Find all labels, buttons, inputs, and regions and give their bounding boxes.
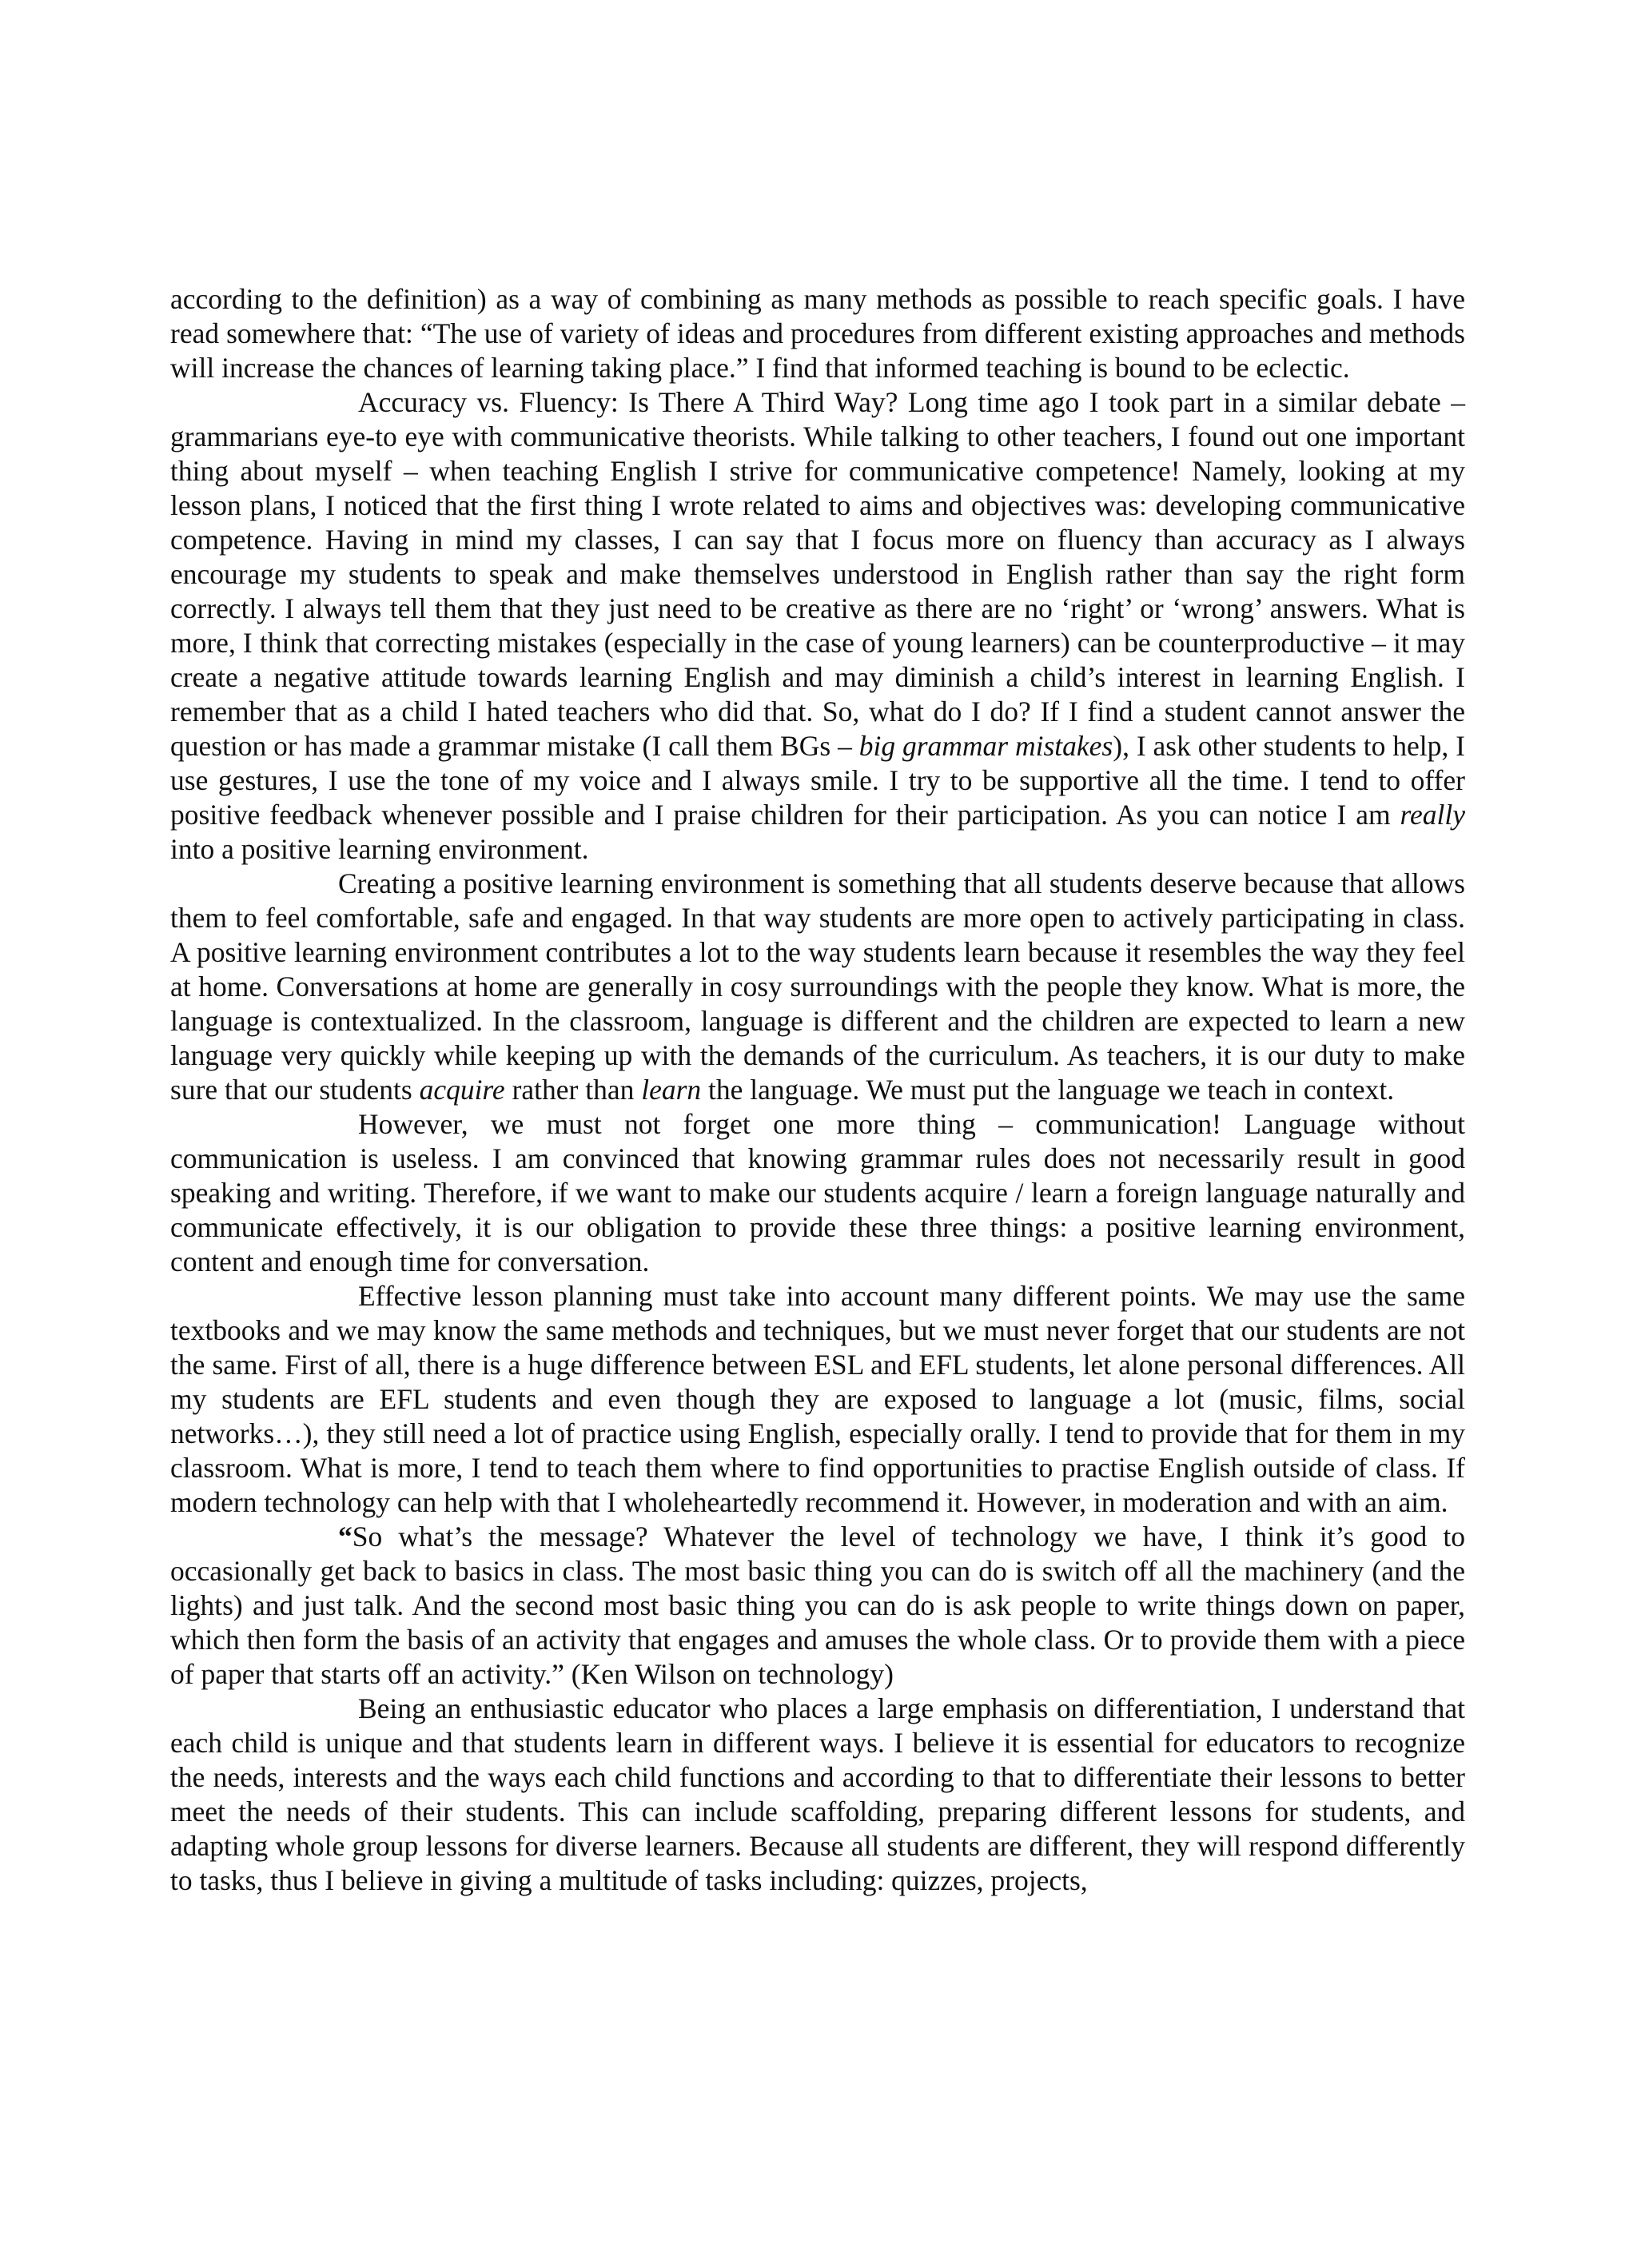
paragraph-communication: [170, 1107, 1465, 1279]
text-segment: Effective lesson planning must take into account many different points. We may use the same textbooks and we may know the same methods and techniques, but we must never forget that our students are not the same. First of all, there is a huge difference between ESL and EFL students, let alone personal differences. All my students are EFL students and even though they are exposed to language a lot (music, films, social networks…), they still need a lot of practice using English, especially orally. I tend to provide that for them in my classroom. What is more, I tend to teach them where to find opportunities to practise English outside of class. If modern technology can help with that I wholeheartedly recommend it. However, in moderation and with an aim.: [170, 1280, 1465, 1518]
italic-segment: big grammar mistakes: [858, 730, 1113, 762]
paragraph-positive-environment: [170, 867, 1465, 1107]
italic-segment: learn: [641, 1074, 702, 1106]
text-segment: according to the definition) as a way of combining as many methods as possible to reach specific goals. I have read somewhere that: “The use of variety of ideas and procedures from different existing approaches and methods will increase the chances of learning taking place.” I find that informed teaching is bound to be eclectic.: [170, 283, 1465, 384]
text-segment: However, we must not forget one more thing – communication! Language without communication is useless. I am convinced that knowing grammar rules does not necessarily result in good speaking and writing. Therefore, if we want to make our students acquire / learn a foreign language naturally and communicate effectively, it is our obligation to provide these three things: a positive learning environment, content and enough time for conversation.: [170, 1108, 1465, 1277]
text-segment: ), I ask other students to help, I use gestures, I use the tone of my voice and I always smile. I try to be supportive all the time. I tend to offer positive feedback whenever possible and I praise children for their participation. As you can notice I am: [170, 730, 1465, 831]
text-segment: Accuracy vs. Fluency: Is There A Third Way? Long time ago I took part in a similar debate – grammarians eye-to eye with communicative theorists. While talking to other teachers, I found out one important thing about myself – when teaching English I strive for communicative competence! Namely, looking at my lesson plans, I noticed that the first thing I wrote related to aims and objectives was: developing communicative competence. Having in mind my classes, I can say that I focus more on fluency than accuracy as I always encourage my students to speak and make themselves understood in English rather than say the right form correctly. I always tell them that they just need to be creative as there are no ‘right’ or ‘wrong’ answers. What is more, I think that correcting mistakes (especially in the case of young learners) can be counterproductive – it may create a negative attitude towards learning English and may diminish a child’s interest in learning English. I remember that as a child I hated teachers who did that. So, what do I do? If I find a student cannot answer the question or has made a grammar mistake (I call them BGs –: [170, 386, 1465, 762]
text-segment: Being an enthusiastic educator who places a large emphasis on differentiation, I understand that each child is unique and that students learn in different ways. I believe it is essential for educators to recognize the needs, interests and the ways each child functions and according to that to differentiate their lessons to better meet the needs of their students. This can include scaffolding, preparing different lessons for students, and adapting whole group lessons for diverse learners. Because all students are different, they will respond differently to tasks, thus I believe in giving a multitude of tasks including: quizzes, projects,: [170, 1692, 1465, 1896]
paragraph-differentiation: [170, 1692, 1465, 1898]
text-segment: Creating a positive learning environment is something that all students deserve because that allows them to feel comfortable, safe and engaged. In that way students are more open to actively participating in class. A positive learning environment contributes a lot to the way students learn because it resembles the way they feel at home. Conversations at home are generally in cosy surroundings with the people they know. What is more, the language is contextualized. In the classroom, language is different and the children are expected to learn a new language very quickly while keeping up with the demands of the curriculum. As teachers, it is our duty to make sure that our students: [170, 867, 1465, 1106]
italic-segment: really: [1400, 799, 1465, 831]
text-segment: the language. We must put the language we teach in context.: [701, 1074, 1395, 1106]
text-segment: So what’s the message? Whatever the level of technology we have, I think it’s good to occasionally get back to basics in class. The most basic thing you can do is switch off all the machinery (and the lights) and just talk. And the second most basic thing you can do is ask people to write things down on paper, which then form the basis of an activity that engages and amuses the whole class. Or to provide them with a piece of paper that starts off an activity.” (Ken Wilson on technology): [170, 1521, 1465, 1690]
bold-quote-mark: “: [338, 1521, 352, 1553]
text-segment: rather than: [504, 1074, 642, 1106]
paragraph-accuracy-fluency: [170, 385, 1465, 867]
paragraph-lesson-planning: [170, 1279, 1465, 1520]
document-page: [170, 282, 1465, 1898]
text-segment: into a positive learning environment.: [170, 833, 589, 865]
paragraph-ken-wilson-quote: [170, 1520, 1465, 1692]
italic-segment: acquire: [419, 1074, 505, 1106]
paragraph-definition-eclectic: [170, 282, 1465, 385]
